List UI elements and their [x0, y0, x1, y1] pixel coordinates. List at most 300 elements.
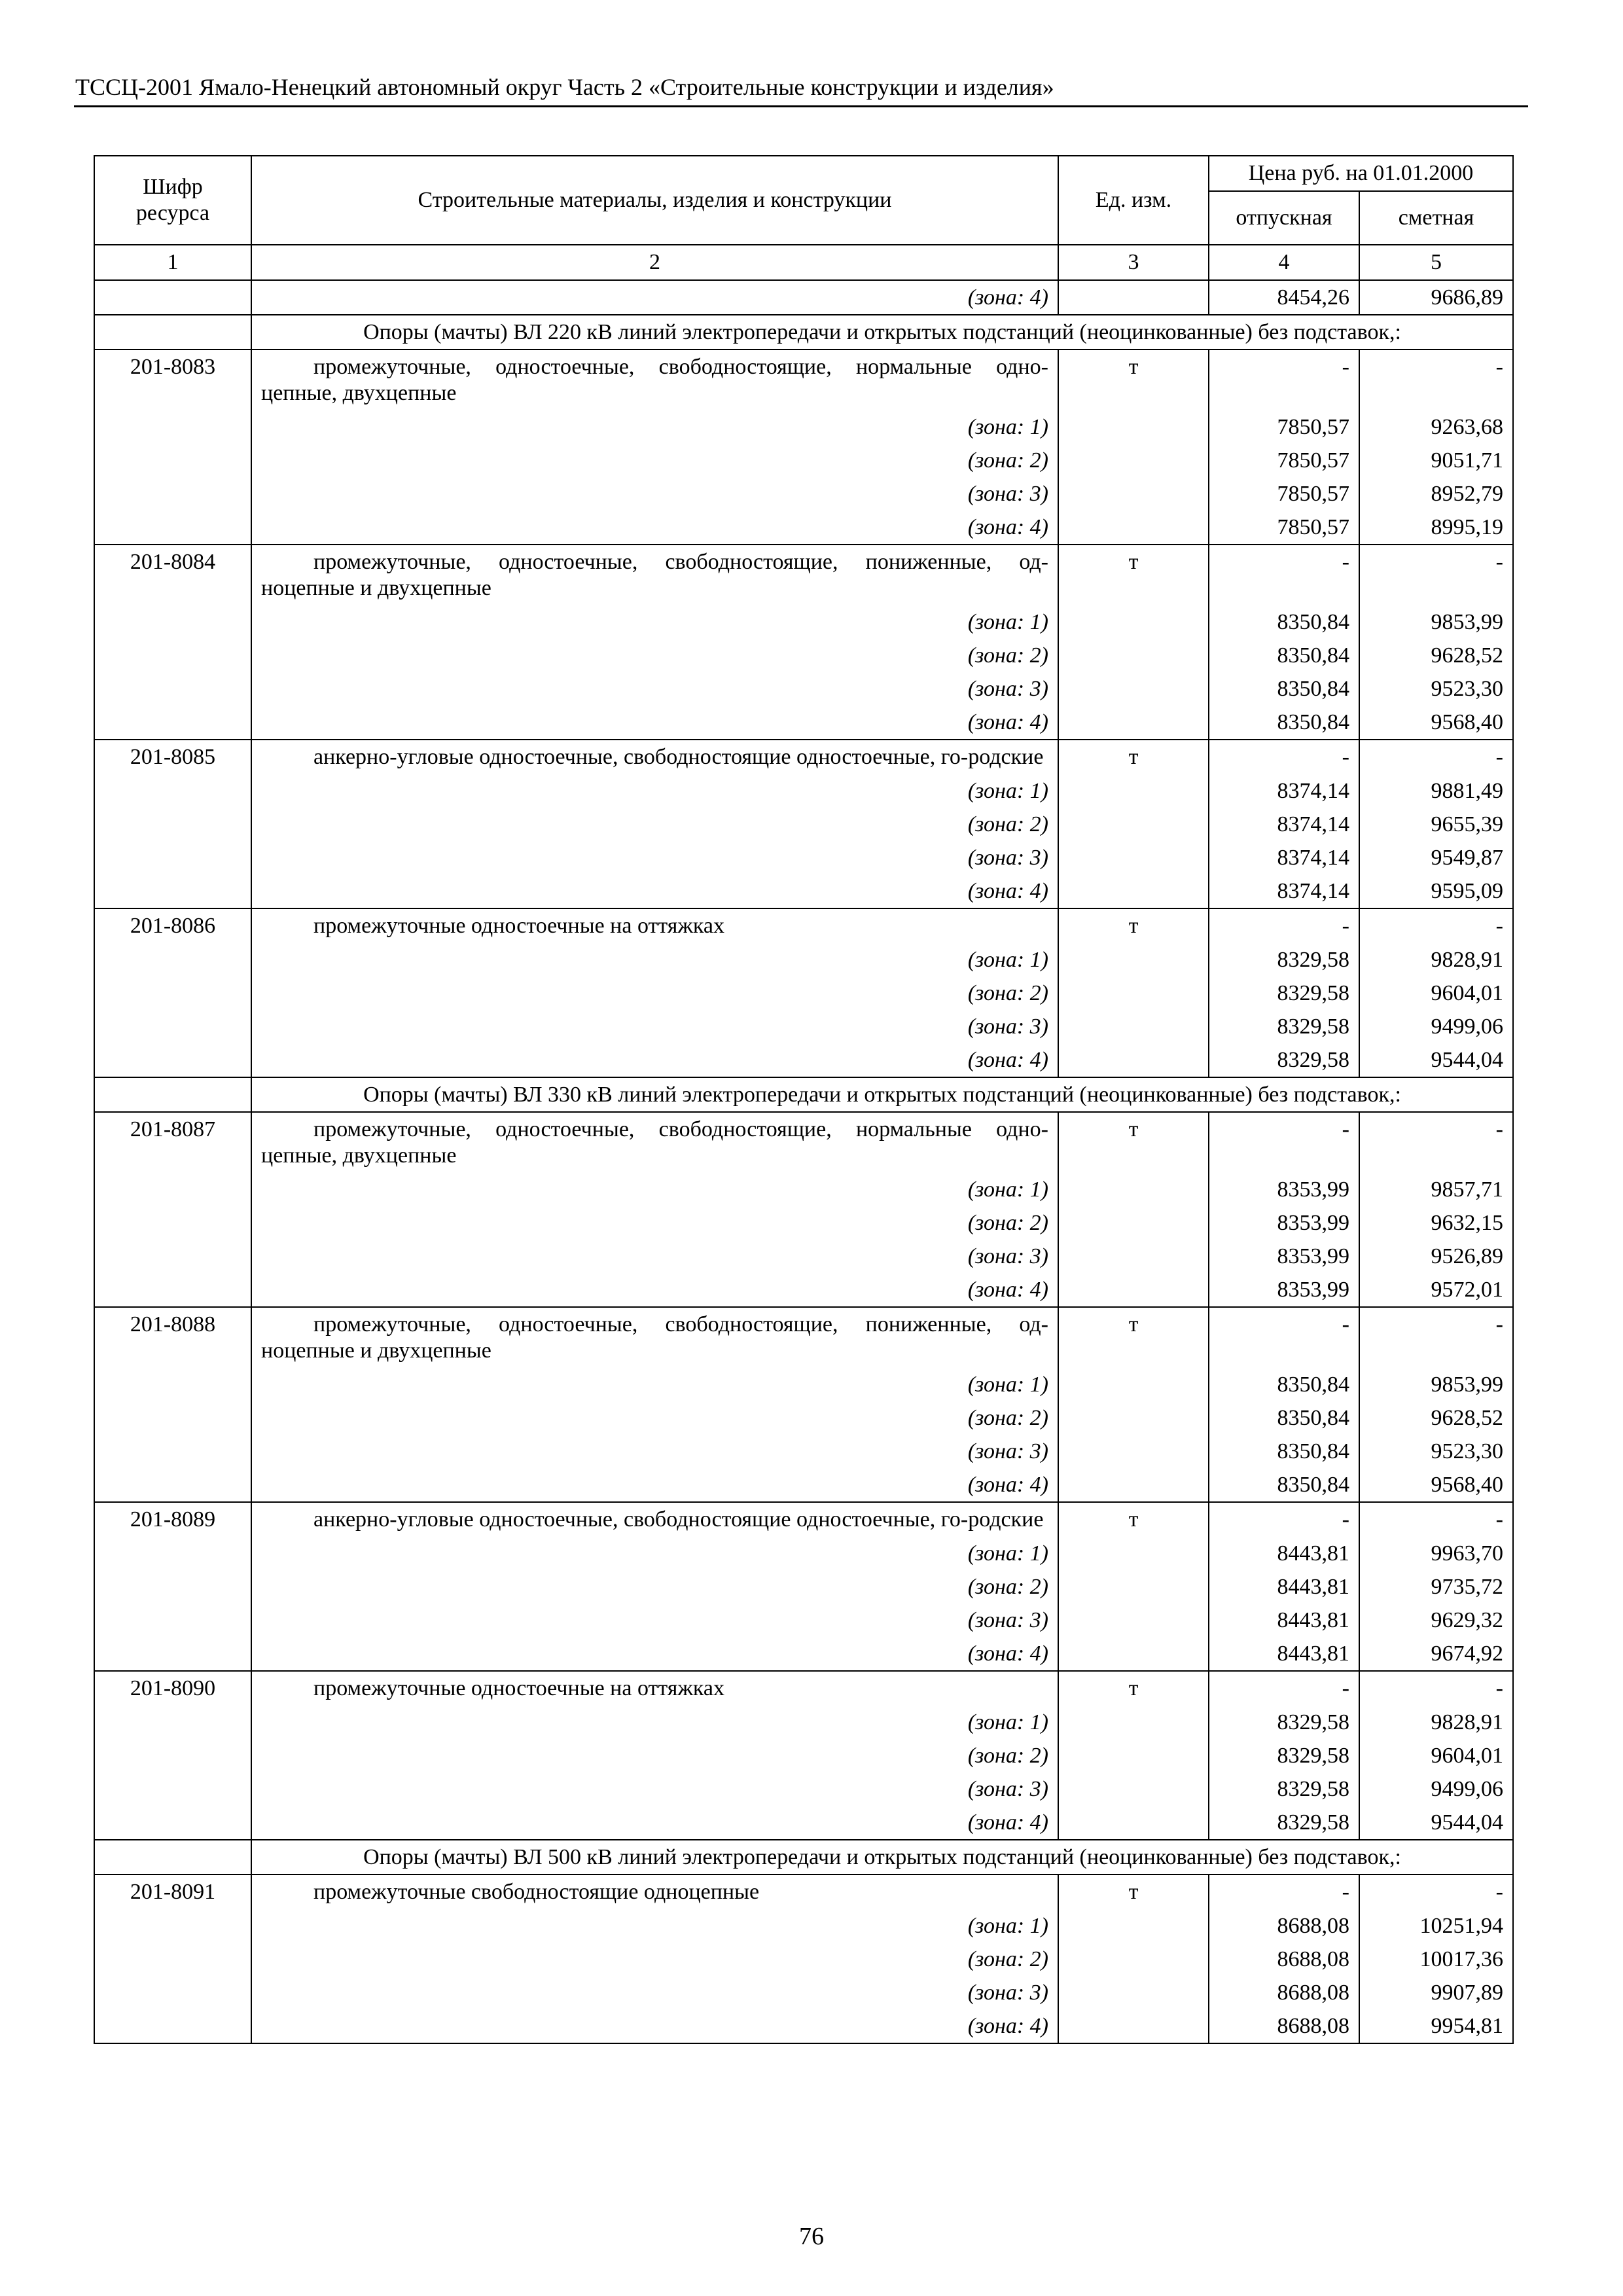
- col-header-code: Шифр ресурса: [94, 156, 251, 245]
- page-number: 76: [799, 2223, 824, 2250]
- price-estimate: 9523,30: [1359, 672, 1513, 706]
- code-cell: [94, 511, 251, 545]
- unit-cell: т: [1058, 1112, 1209, 1173]
- price-release: 8350,84: [1209, 605, 1359, 639]
- resource-code: 201-8085: [94, 740, 251, 774]
- price-release: 8688,08: [1209, 1909, 1359, 1943]
- code-cell: [94, 605, 251, 639]
- table-row: [94, 1874, 1513, 1909]
- price-release: 8329,58: [1209, 977, 1359, 1010]
- zone-row: [94, 639, 1513, 672]
- zone-label: (зона: 1): [251, 1909, 1058, 1943]
- unit-cell: [1058, 1401, 1209, 1435]
- zone-label: (зона: 4): [251, 706, 1058, 740]
- zone-label: (зона: 4): [251, 1468, 1058, 1502]
- code-cell: [94, 1943, 251, 1976]
- zone-row: [94, 808, 1513, 841]
- price-estimate: -: [1359, 1671, 1513, 1706]
- table-row: [94, 1502, 1513, 1537]
- unit-cell: [1058, 874, 1209, 908]
- price-release: 8688,08: [1209, 1943, 1359, 1976]
- code-cell: [94, 1173, 251, 1206]
- item-description: промежуточные, одностоечные, свободностоящие, нормальные одно-цепные, двухцепные: [251, 1112, 1058, 1173]
- code-cell: [94, 1240, 251, 1273]
- price-release: 7850,57: [1209, 444, 1359, 477]
- unit-cell: [1058, 1043, 1209, 1077]
- zone-row: [94, 1637, 1513, 1671]
- code-cell: [94, 874, 251, 908]
- resource-code: 201-8087: [94, 1112, 251, 1173]
- resource-code: 201-8086: [94, 908, 251, 943]
- price-release: 7850,57: [1209, 477, 1359, 511]
- price-estimate: 9523,30: [1359, 1435, 1513, 1468]
- unit-cell: [1058, 1368, 1209, 1401]
- resource-code: 201-8088: [94, 1307, 251, 1368]
- header-rule: [74, 105, 1528, 107]
- unit-cell: [1058, 672, 1209, 706]
- unit-cell: [1058, 1468, 1209, 1502]
- price-release: 8374,14: [1209, 841, 1359, 874]
- unit-cell: [1058, 1739, 1209, 1772]
- price-estimate: 9907,89: [1359, 1976, 1513, 2009]
- price-estimate: 9853,99: [1359, 1368, 1513, 1401]
- price-release: 8329,58: [1209, 1772, 1359, 1806]
- code-cell: [94, 1806, 251, 1840]
- section-row: [94, 315, 1513, 350]
- price-release: 8329,58: [1209, 1010, 1359, 1043]
- zone-label: (зона: 2): [251, 1739, 1058, 1772]
- price-estimate: 9632,15: [1359, 1206, 1513, 1240]
- code-cell: [94, 1401, 251, 1435]
- unit-cell: [1058, 2009, 1209, 2043]
- zone-label: (зона: 4): [251, 2009, 1058, 2043]
- price-release: 8443,81: [1209, 1537, 1359, 1570]
- zone-row: [94, 1401, 1513, 1435]
- price-estimate: -: [1359, 1307, 1513, 1368]
- unit-cell: [1058, 477, 1209, 511]
- zone-label: (зона: 3): [251, 841, 1058, 874]
- unit-cell: [1058, 841, 1209, 874]
- price-estimate: 9051,71: [1359, 444, 1513, 477]
- price-estimate: -: [1359, 1112, 1513, 1173]
- price-estimate: 9544,04: [1359, 1806, 1513, 1840]
- code-cell: [94, 1010, 251, 1043]
- zone-row: [94, 1806, 1513, 1840]
- price-estimate: 9544,04: [1359, 1043, 1513, 1077]
- price-estimate: 9674,92: [1359, 1637, 1513, 1671]
- table-row: [94, 545, 1513, 605]
- unit-cell: [1058, 410, 1209, 444]
- price-estimate: 9499,06: [1359, 1772, 1513, 1806]
- resource-code: 201-8090: [94, 1671, 251, 1706]
- zone-label: (зона: 3): [251, 1976, 1058, 2009]
- price-release: 8374,14: [1209, 774, 1359, 808]
- price-release: 7850,57: [1209, 511, 1359, 545]
- unit-cell: [1058, 1706, 1209, 1739]
- item-description: промежуточные одностоечные на оттяжках: [251, 908, 1058, 943]
- price-estimate: -: [1359, 545, 1513, 605]
- code-cell: [94, 1435, 251, 1468]
- zone-row: [94, 1468, 1513, 1502]
- code-cell: [94, 477, 251, 511]
- unit-cell: [1058, 1010, 1209, 1043]
- col-header-price-release: отпускная: [1209, 191, 1359, 245]
- table-row: [94, 740, 1513, 774]
- section-code-cell: [94, 315, 251, 350]
- col-number: 5: [1359, 245, 1513, 280]
- price-release: 8329,58: [1209, 1739, 1359, 1772]
- unit-cell: [1058, 1273, 1209, 1307]
- price-release: -: [1209, 1307, 1359, 1368]
- zone-label: (зона: 1): [251, 1537, 1058, 1570]
- section-row: [94, 1077, 1513, 1112]
- price-estimate: 9604,01: [1359, 1739, 1513, 1772]
- price-estimate: 8995,19: [1359, 511, 1513, 545]
- zone-row: [94, 1206, 1513, 1240]
- zone-label: (зона: 1): [251, 605, 1058, 639]
- price-release: 8443,81: [1209, 1570, 1359, 1604]
- item-description: промежуточные свободностоящие одноцепные: [251, 1874, 1058, 1909]
- code-cell: [94, 639, 251, 672]
- zone-row: [94, 605, 1513, 639]
- unit-cell: т: [1058, 1502, 1209, 1537]
- page-header-title: ТССЦ-2001 Ямало-Ненецкий автономный округ Часть 2 «Строительные конструкции и изделия»: [75, 74, 1054, 100]
- zone-label: (зона: 2): [251, 1206, 1058, 1240]
- price-estimate: 9568,40: [1359, 1468, 1513, 1502]
- col-number: 1: [94, 245, 251, 280]
- price-release: 8329,58: [1209, 1706, 1359, 1739]
- code-cell: [94, 280, 251, 315]
- zone-row: [94, 977, 1513, 1010]
- unit-cell: [1058, 1206, 1209, 1240]
- price-release: 8329,58: [1209, 1806, 1359, 1840]
- table-row: [94, 350, 1513, 410]
- unit-cell: [1058, 706, 1209, 740]
- price-release: 8443,81: [1209, 1604, 1359, 1637]
- code-cell: [94, 1604, 251, 1637]
- code-cell: [94, 410, 251, 444]
- price-estimate: 9595,09: [1359, 874, 1513, 908]
- zone-label: (зона: 3): [251, 1435, 1058, 1468]
- price-estimate: 9549,87: [1359, 841, 1513, 874]
- price-estimate: 9263,68: [1359, 410, 1513, 444]
- code-cell: [94, 1537, 251, 1570]
- unit-cell: [1058, 605, 1209, 639]
- section-row: [94, 1840, 1513, 1874]
- resource-code: 201-8091: [94, 1874, 251, 1909]
- col-number: 4: [1209, 245, 1359, 280]
- price-estimate: 9963,70: [1359, 1537, 1513, 1570]
- zone-label: (зона: 1): [251, 1173, 1058, 1206]
- price-estimate: 9853,99: [1359, 605, 1513, 639]
- code-cell: [94, 1273, 251, 1307]
- price-estimate: 8952,79: [1359, 477, 1513, 511]
- zone-label: (зона: 2): [251, 639, 1058, 672]
- price-release: 8353,99: [1209, 1240, 1359, 1273]
- section-title: Опоры (мачты) ВЛ 330 кВ линий электропередачи и открытых подстанций (неоцинкованные) без подставок,:: [251, 1077, 1513, 1112]
- price-estimate: 9828,91: [1359, 1706, 1513, 1739]
- zone-row: [94, 841, 1513, 874]
- zone-label: (зона: 1): [251, 1368, 1058, 1401]
- unit-cell: т: [1058, 545, 1209, 605]
- col-header-price-estimate: сметная: [1359, 191, 1513, 245]
- unit-cell: т: [1058, 1307, 1209, 1368]
- unit-cell: т: [1058, 740, 1209, 774]
- price-estimate: 9686,89: [1359, 280, 1513, 315]
- code-cell: [94, 1706, 251, 1739]
- price-release: -: [1209, 908, 1359, 943]
- price-release: 8350,84: [1209, 706, 1359, 740]
- price-estimate: 9881,49: [1359, 774, 1513, 808]
- price-estimate: 9499,06: [1359, 1010, 1513, 1043]
- price-release: -: [1209, 1502, 1359, 1537]
- unit-cell: [1058, 1772, 1209, 1806]
- price-release: -: [1209, 1112, 1359, 1173]
- unit-cell: [1058, 444, 1209, 477]
- code-cell: [94, 1909, 251, 1943]
- price-estimate: 9568,40: [1359, 706, 1513, 740]
- table-body: [94, 280, 1513, 2043]
- unit-cell: т: [1058, 1874, 1209, 1909]
- zone-row: [94, 1043, 1513, 1077]
- price-release: 8688,08: [1209, 1976, 1359, 2009]
- zone-row: [94, 1976, 1513, 2009]
- price-release: 8688,08: [1209, 2009, 1359, 2043]
- zone-row: [94, 444, 1513, 477]
- zone-row: [94, 1706, 1513, 1739]
- zone-row: [94, 774, 1513, 808]
- zone-row: [94, 1772, 1513, 1806]
- code-cell: [94, 1468, 251, 1502]
- price-release: 8353,99: [1209, 1273, 1359, 1307]
- zone-label: (зона: 3): [251, 672, 1058, 706]
- zone-label: (зона: 2): [251, 977, 1058, 1010]
- unit-cell: [1058, 511, 1209, 545]
- price-estimate: 9954,81: [1359, 2009, 1513, 2043]
- unit-cell: [1058, 808, 1209, 841]
- unit-cell: [1058, 943, 1209, 977]
- price-release: -: [1209, 350, 1359, 410]
- zone-row: [94, 706, 1513, 740]
- unit-cell: [1058, 639, 1209, 672]
- col-number: 2: [251, 245, 1058, 280]
- price-estimate: 9604,01: [1359, 977, 1513, 1010]
- price-estimate: -: [1359, 740, 1513, 774]
- zone-row: [94, 1909, 1513, 1943]
- price-estimate: 9526,89: [1359, 1240, 1513, 1273]
- price-estimate: 9629,32: [1359, 1604, 1513, 1637]
- zone-row: [94, 1604, 1513, 1637]
- zone-label: (зона: 4): [251, 1273, 1058, 1307]
- zone-row: [94, 1368, 1513, 1401]
- unit-cell: [1058, 774, 1209, 808]
- price-release: 8329,58: [1209, 943, 1359, 977]
- unit-cell: [1058, 1637, 1209, 1671]
- unit-cell: [1058, 1976, 1209, 2009]
- zone-row: [94, 1435, 1513, 1468]
- unit-cell: [1058, 1909, 1209, 1943]
- code-cell: [94, 1570, 251, 1604]
- price-release: 8350,84: [1209, 1401, 1359, 1435]
- col-header-name: Строительные материалы, изделия и конструкции: [251, 156, 1058, 245]
- col-header-price-group: Цена руб. на 01.01.2000: [1209, 156, 1513, 191]
- code-cell: [94, 2009, 251, 2043]
- zone-label: (зона: 3): [251, 1010, 1058, 1043]
- resource-code: 201-8089: [94, 1502, 251, 1537]
- price-table: [94, 155, 1514, 2044]
- zone-row: [94, 1173, 1513, 1206]
- zone-row: [94, 943, 1513, 977]
- zone-row: [94, 2009, 1513, 2043]
- zone-row: [94, 1010, 1513, 1043]
- zone-row: [94, 1570, 1513, 1604]
- zone-label: (зона: 1): [251, 943, 1058, 977]
- price-release: 8350,84: [1209, 1468, 1359, 1502]
- price-estimate: 9828,91: [1359, 943, 1513, 977]
- zone-row: [94, 1739, 1513, 1772]
- price-release: 8350,84: [1209, 639, 1359, 672]
- col-header-unit: Ед. изм.: [1058, 156, 1209, 245]
- zone-row: [94, 1273, 1513, 1307]
- table-row: [94, 1307, 1513, 1368]
- zone-label: (зона: 2): [251, 1401, 1058, 1435]
- resource-code: 201-8083: [94, 350, 251, 410]
- table-row: [94, 908, 1513, 943]
- unit-cell: т: [1058, 1671, 1209, 1706]
- price-estimate: -: [1359, 908, 1513, 943]
- item-description: промежуточные, одностоечные, свободностоящие, пониженные, од-ноцепные и двухцепные: [251, 1307, 1058, 1368]
- unit-cell: [1058, 1173, 1209, 1206]
- price-estimate: -: [1359, 1502, 1513, 1537]
- zone-label: (зона: 4): [251, 1637, 1058, 1671]
- code-cell: [94, 1772, 251, 1806]
- price-estimate: 9628,52: [1359, 639, 1513, 672]
- code-cell: [94, 774, 251, 808]
- code-cell: [94, 808, 251, 841]
- unit-cell: [1058, 1435, 1209, 1468]
- price-estimate: 9735,72: [1359, 1570, 1513, 1604]
- col-number: 3: [1058, 245, 1209, 280]
- unit-cell: [1058, 1537, 1209, 1570]
- item-description: анкерно-угловые одностоечные, свободностоящие одностоечные, го-родские: [251, 740, 1058, 774]
- zone-label: (зона: 1): [251, 774, 1058, 808]
- code-cell: [94, 1739, 251, 1772]
- price-estimate: 9655,39: [1359, 808, 1513, 841]
- resource-code: 201-8084: [94, 545, 251, 605]
- section-title: Опоры (мачты) ВЛ 500 кВ линий электропередачи и открытых подстанций (неоцинкованные) без подставок,:: [251, 1840, 1513, 1874]
- code-cell: [94, 841, 251, 874]
- price-release: -: [1209, 740, 1359, 774]
- zone-label: (зона: 4): [251, 1043, 1058, 1077]
- zone-label: (зона: 3): [251, 477, 1058, 511]
- price-release: -: [1209, 545, 1359, 605]
- price-release: 8353,99: [1209, 1206, 1359, 1240]
- zone-label: (зона: 3): [251, 1772, 1058, 1806]
- unit-cell: [1058, 977, 1209, 1010]
- zone-label: (зона: 4): [251, 511, 1058, 545]
- unit-cell: [1058, 1806, 1209, 1840]
- zone-label: (зона: 2): [251, 444, 1058, 477]
- code-cell: [94, 943, 251, 977]
- zone-label: (зона: 3): [251, 1240, 1058, 1273]
- price-estimate: 9857,71: [1359, 1173, 1513, 1206]
- price-estimate: -: [1359, 1874, 1513, 1909]
- zone-row: [94, 1537, 1513, 1570]
- zone-row: [94, 1240, 1513, 1273]
- zone-row: [94, 672, 1513, 706]
- code-cell: [94, 706, 251, 740]
- price-estimate: 10017,36: [1359, 1943, 1513, 1976]
- price-estimate: -: [1359, 350, 1513, 410]
- table-row: [94, 1112, 1513, 1173]
- code-cell: [94, 1043, 251, 1077]
- section-code-cell: [94, 1077, 251, 1112]
- price-release: 7850,57: [1209, 410, 1359, 444]
- code-cell: [94, 977, 251, 1010]
- zone-label: (зона: 4): [251, 874, 1058, 908]
- code-cell: [94, 672, 251, 706]
- price-estimate: 9628,52: [1359, 1401, 1513, 1435]
- zone-label: (зона: 3): [251, 1604, 1058, 1637]
- unit-cell: [1058, 280, 1209, 315]
- zone-row: [94, 410, 1513, 444]
- price-release: 8353,99: [1209, 1173, 1359, 1206]
- price-release: 8374,14: [1209, 874, 1359, 908]
- unit-cell: т: [1058, 908, 1209, 943]
- unit-cell: [1058, 1943, 1209, 1976]
- price-release: -: [1209, 1671, 1359, 1706]
- item-description: промежуточные, одностоечные, свободностоящие, нормальные одно-цепные, двухцепные: [251, 350, 1058, 410]
- section-title: Опоры (мачты) ВЛ 220 кВ линий электропередачи и открытых подстанций (неоцинкованные) без подставок,:: [251, 315, 1513, 350]
- zone-label: (зона: 2): [251, 1943, 1058, 1976]
- code-cell: [94, 1368, 251, 1401]
- price-release: 8374,14: [1209, 808, 1359, 841]
- zone-row: [94, 874, 1513, 908]
- table-row: [94, 280, 1513, 315]
- item-description: промежуточные одностоечные на оттяжках: [251, 1671, 1058, 1706]
- zone-row: [94, 1943, 1513, 1976]
- zone-label: (зона: 1): [251, 410, 1058, 444]
- price-release: 8350,84: [1209, 1368, 1359, 1401]
- zone-label: (зона: 2): [251, 808, 1058, 841]
- price-estimate: 9572,01: [1359, 1273, 1513, 1307]
- code-cell: [94, 1976, 251, 2009]
- price-release: 8329,58: [1209, 1043, 1359, 1077]
- zone-label: (зона: 1): [251, 1706, 1058, 1739]
- price-release: 8350,84: [1209, 1435, 1359, 1468]
- item-description: промежуточные, одностоечные, свободностоящие, пониженные, од-ноцепные и двухцепные: [251, 545, 1058, 605]
- price-release: -: [1209, 1874, 1359, 1909]
- section-code-cell: [94, 1840, 251, 1874]
- price-release: 8443,81: [1209, 1637, 1359, 1671]
- price-estimate: 10251,94: [1359, 1909, 1513, 1943]
- unit-cell: т: [1058, 350, 1209, 410]
- table-row: [94, 1671, 1513, 1706]
- price-release: 8350,84: [1209, 672, 1359, 706]
- zone-row: [94, 511, 1513, 545]
- zone-row: [94, 477, 1513, 511]
- zone-label: (зона: 4): [251, 280, 1058, 315]
- zone-label: (зона: 4): [251, 1806, 1058, 1840]
- code-cell: [94, 444, 251, 477]
- unit-cell: [1058, 1570, 1209, 1604]
- price-release: 8454,26: [1209, 280, 1359, 315]
- code-cell: [94, 1637, 251, 1671]
- item-description: анкерно-угловые одностоечные, свободностоящие одностоечные, го-родские: [251, 1502, 1058, 1537]
- unit-cell: [1058, 1604, 1209, 1637]
- code-cell: [94, 1206, 251, 1240]
- unit-cell: [1058, 1240, 1209, 1273]
